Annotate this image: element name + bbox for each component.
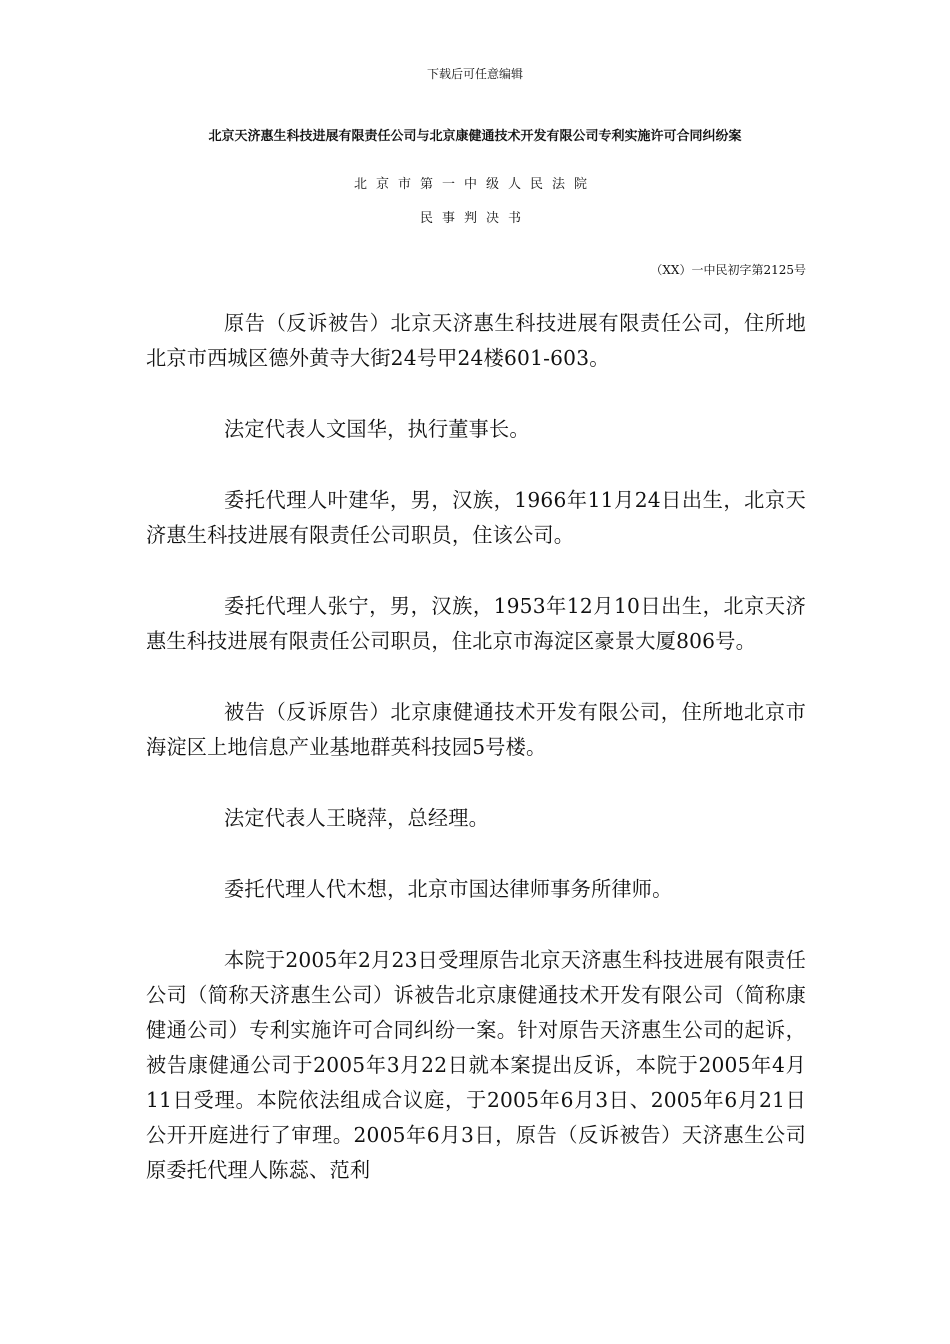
case-number: （XX）一中民初字第2125号 — [650, 263, 806, 277]
case-procedure-paragraph: 本院于2005年2月23日受理原告北京天济惠生科技进展有限责任公司（简称天济惠生公司）诉被告北京康健通技术开发有限公司（简称康健通公司）专利实施许可合同纠纷一案。针对原告天济惠生公司的起诉，被告康健通公司于2005年3月22日就本案提出反诉，本院于2005年4月11日受理。本院依法组成合议庭，于2005年6月3日、2005年6月21日公开开庭进行了审理。2005年6月3日，原告（反诉被告）天济惠生公司原委托代理人陈蕊、范利 — [146, 948, 806, 1182]
plaintiff-agent-zhang-paragraph: 委托代理人张宁，男，汉族，1953年12月10日出生，北京天济惠生科技进展有限责任公司职员，住北京市海淀区豪景大厦806号。 — [146, 594, 806, 653]
court-name: 北京市第一中级人民法院 — [353, 177, 596, 192]
document-type: 民事判决书 — [419, 211, 530, 226]
defendant-legal-representative-paragraph: 法定代表人王晓萍，总经理。 — [224, 806, 490, 830]
plaintiff-paragraph: 原告（反诉被告）北京天济惠生科技进展有限责任公司，住所地北京市西城区德外黄寺大街24号甲24楼601-603。 — [146, 311, 806, 370]
plaintiff-agent-ye-paragraph: 委托代理人叶建华，男，汉族，1966年11月24日出生，北京天济惠生科技进展有限责任公司职员，住该公司。 — [146, 488, 806, 547]
defendant-agent-paragraph: 委托代理人代木想，北京市国达律师事务所律师。 — [224, 877, 673, 901]
defendant-paragraph: 被告（反诉原告）北京康健通技术开发有限公司，住所地北京市海淀区上地信息产业基地群英科技园5号楼。 — [146, 700, 806, 759]
plaintiff-legal-representative-paragraph: 法定代表人文国华，执行董事长。 — [224, 417, 530, 441]
judgment-body — [146, 306, 806, 1224]
download-note: 下载后可任意编辑 — [426, 67, 523, 81]
case-title: 北京天济惠生科技进展有限责任公司与北京康健通技术开发有限公司专利实施许可合同纠纷案 — [208, 129, 742, 144]
